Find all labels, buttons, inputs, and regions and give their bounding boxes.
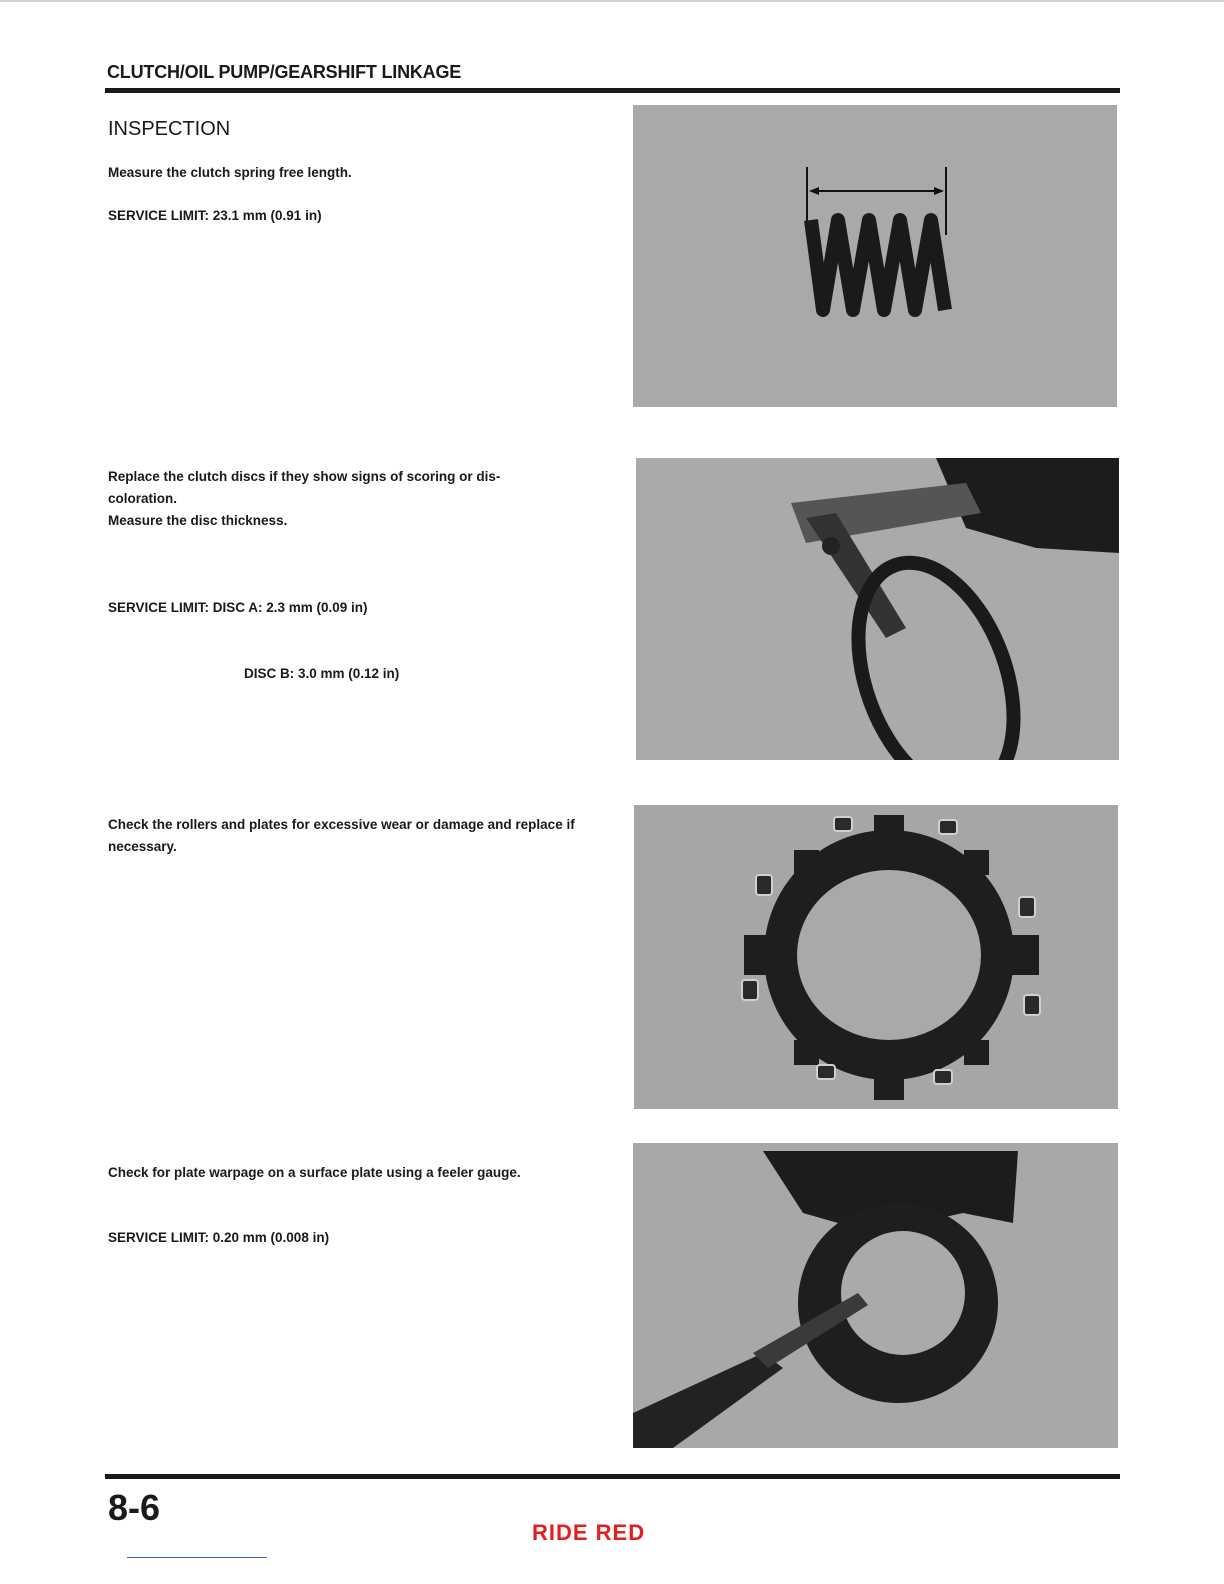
warpage-check-photo xyxy=(633,1143,1118,1448)
disc-a-limit: SERVICE LIMIT: DISC A: 2.3 mm (0.09 in) xyxy=(108,600,368,615)
spring-service-limit: SERVICE LIMIT: 23.1 mm (0.91 in) xyxy=(108,208,322,223)
footer-rule xyxy=(105,1474,1120,1479)
page-number: 8-6 xyxy=(108,1487,161,1528)
discs-instruction-line-2: coloration. xyxy=(108,491,178,506)
discs-instruction-line-3: Measure the disc thickness. xyxy=(108,513,288,528)
discs-instruction-line-1: Replace the clutch discs if they show signs of scoring or dis- xyxy=(108,469,501,484)
spring-photo xyxy=(633,105,1117,407)
header-rule xyxy=(105,88,1120,93)
rollers-instruction: Check the rollers and plates for excessive wear or damage and replace if necessary. xyxy=(108,817,575,854)
warpage-service-limit: SERVICE LIMIT: 0.20 mm (0.008 in) xyxy=(108,1230,330,1245)
warpage-instruction: Check for plate warpage on a surface plate using a feeler gauge. xyxy=(108,1165,521,1180)
top-edge-line xyxy=(0,0,1224,2)
discs-service-limit xyxy=(108,553,399,707)
bottom-edge-mark xyxy=(127,1557,267,1558)
section-title: INSPECTION xyxy=(108,118,231,140)
brand-logo-text: RIDE RED xyxy=(532,1520,646,1545)
spring-instruction: Measure the clutch spring free length. xyxy=(108,165,352,180)
rollers-plate-photo xyxy=(634,805,1118,1109)
page-header-title: CLUTCH/OIL PUMP/GEARSHIFT LINKAGE xyxy=(107,62,462,82)
disc-b-limit: DISC B: 3.0 mm (0.12 in) xyxy=(244,666,400,681)
discs-instruction xyxy=(108,466,613,532)
disc-caliper-photo xyxy=(636,458,1119,760)
